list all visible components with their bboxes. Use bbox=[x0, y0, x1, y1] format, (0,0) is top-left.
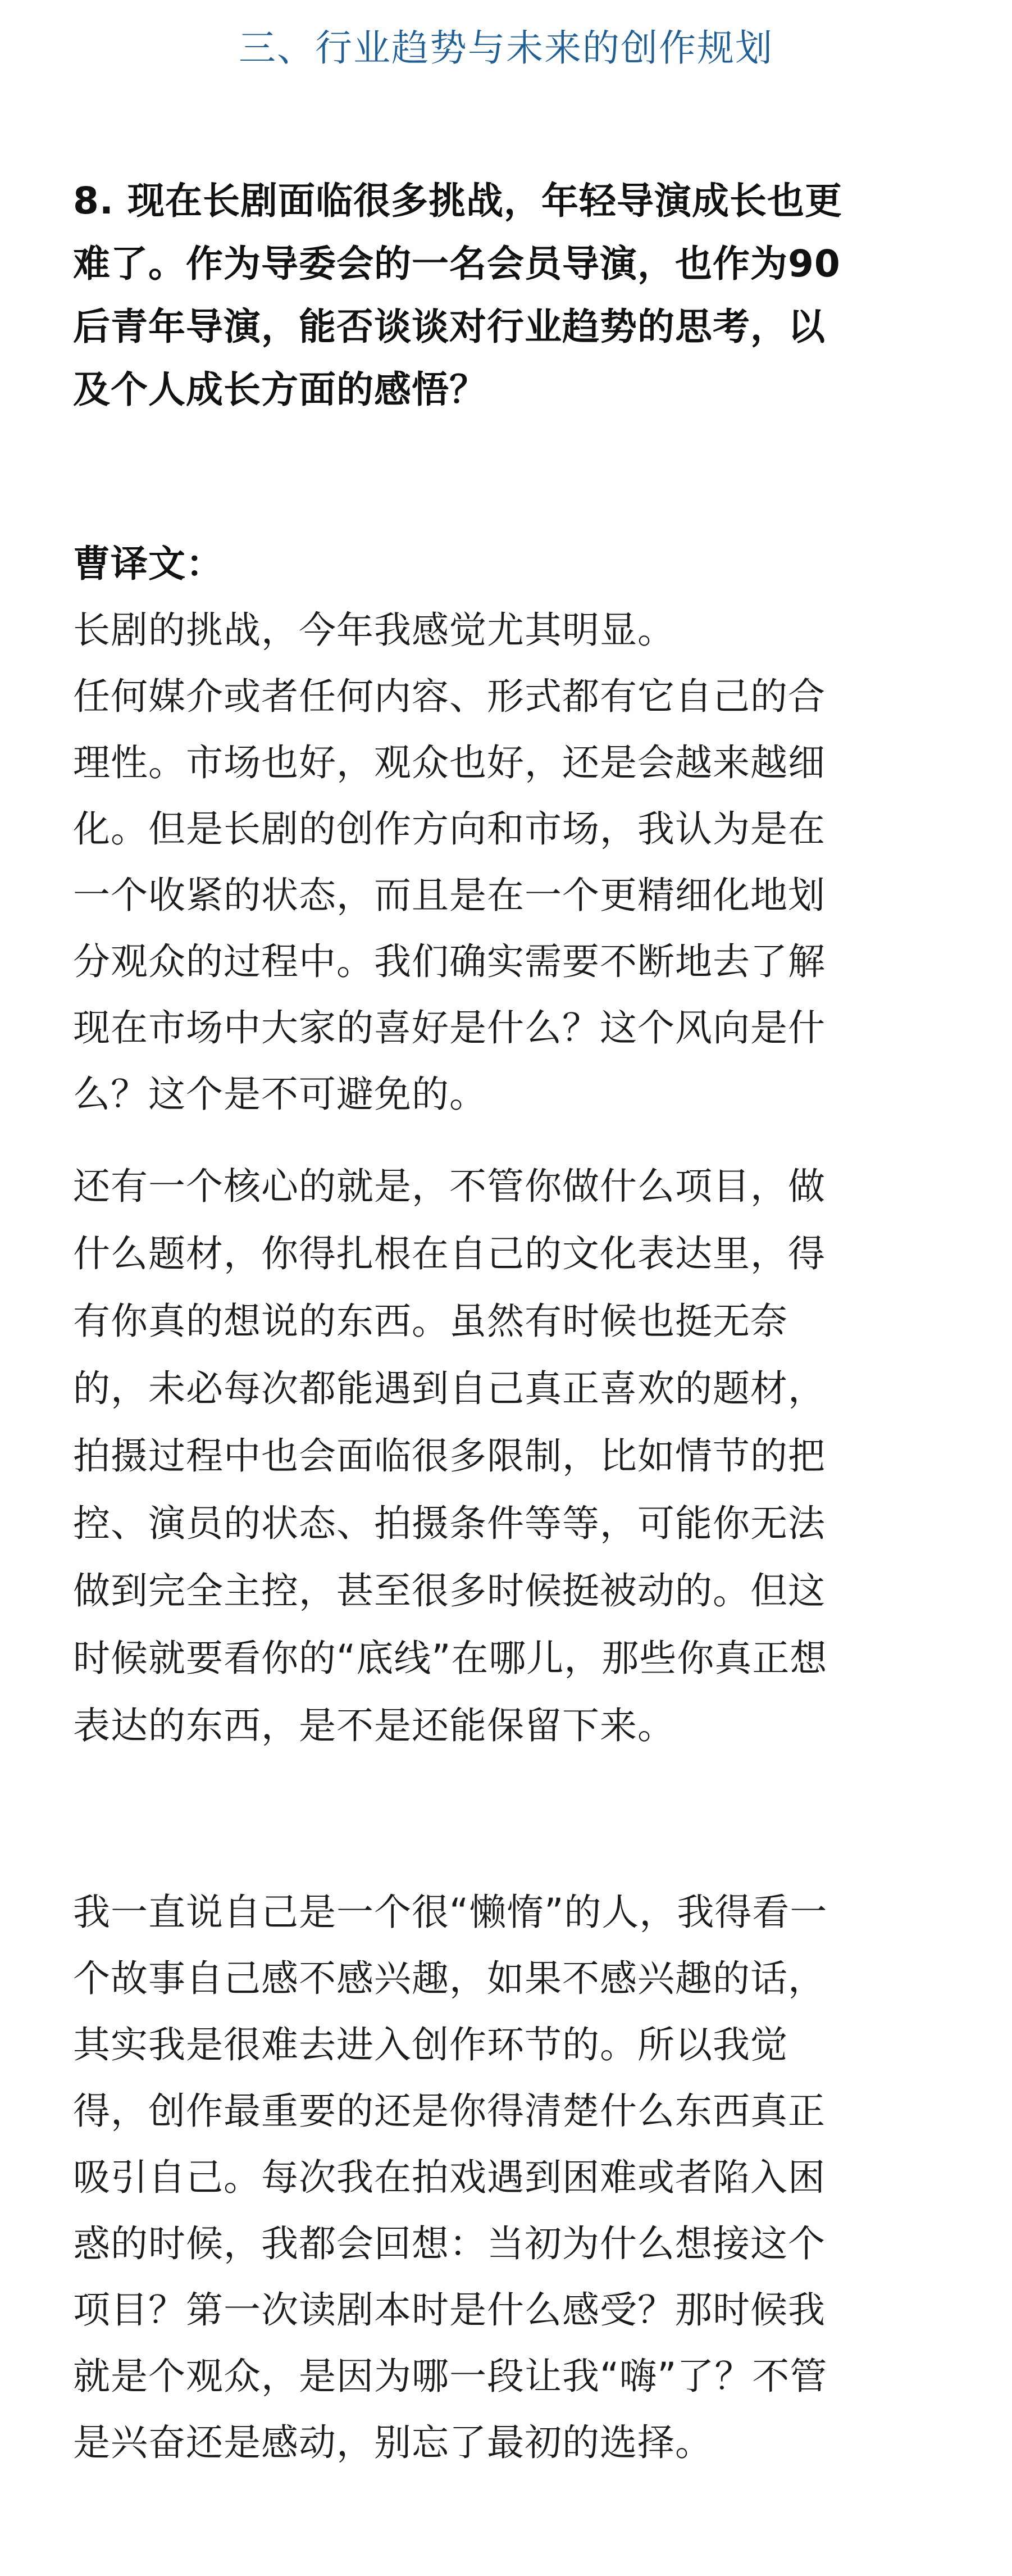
paragraph-3 bbox=[73, 1879, 943, 2476]
answer-line: 现在市场中大家的喜好是什么？这个风向是什 bbox=[73, 1006, 826, 1050]
answer-line: 一个收紧的状态，而且是在一个更精细化地划 bbox=[73, 874, 826, 917]
speaker-name: 曹译文： bbox=[73, 542, 224, 585]
question-line: 及个人成长方面的感悟？ bbox=[73, 368, 487, 411]
question-text bbox=[73, 170, 943, 421]
paragraph-line: 惑的时候，我都会回想：当初为什么想接这个 bbox=[73, 2222, 826, 2265]
answer-line: 任何媒介或者任何内容、形式都有它自己的合 bbox=[73, 675, 826, 718]
paragraph-line: 个故事自己感不感兴趣，如果不感兴趣的话， bbox=[73, 1957, 826, 2000]
paragraph-line: 吸引自己。每次我在拍戏遇到困难或者陷入困 bbox=[73, 2156, 826, 2199]
paragraph-line: 时候就要看你的“底线”在哪儿，那些你真正想 bbox=[73, 1637, 828, 1680]
question-line: 难了。作为导委会的一名会员导演，也作为90 bbox=[73, 242, 841, 285]
paragraph-line: 控、演员的状态、拍摄条件等等，可能你无法 bbox=[73, 1502, 826, 1545]
question-block bbox=[73, 170, 943, 421]
question-line: 8. 现在长剧面临很多挑战，年轻导演成长也更 bbox=[73, 179, 842, 222]
answer-first-line-text: 长剧的挑战，今年我感觉尤其明显。 bbox=[73, 608, 675, 652]
answer-block bbox=[73, 531, 943, 1128]
paragraph-line: 其实我是很难去进入创作环节的。所以我觉 bbox=[73, 2023, 788, 2066]
paragraph-line: 表达的东西，是不是还能保留下来。 bbox=[73, 1704, 675, 1747]
paragraph-line: 什么题材，你得扎根在自己的文化表达里，得 bbox=[73, 1232, 826, 1275]
question-line: 后青年导演，能否谈谈对行业趋势的思考，以 bbox=[73, 305, 826, 348]
paragraph-2 bbox=[73, 1153, 943, 1760]
paragraph-line: 得，创作最重要的还是你得清楚什么东西真正 bbox=[73, 2089, 826, 2133]
answer-first-line bbox=[73, 531, 943, 664]
answer-line: 么？这个是不可避免的。 bbox=[73, 1073, 487, 1116]
paragraph-line: 是兴奋还是感动，别忘了最初的选择。 bbox=[73, 2421, 713, 2464]
paragraph-line: 我一直说自己是一个很“懒惰”的人，我得看一 bbox=[73, 1891, 828, 1934]
paragraph-2-text bbox=[73, 1153, 943, 1760]
paragraph-line: 的，未必每次都能遇到自己真正喜欢的题材， bbox=[73, 1367, 826, 1410]
paragraph-line: 项目？第一次读剧本时是什么感受？那时候我 bbox=[73, 2288, 826, 2332]
paragraph-line: 拍摄过程中也会面临很多限制，比如情节的把 bbox=[73, 1434, 826, 1478]
paragraph-line: 有你真的想说的东西。虽然有时候也挺无奈 bbox=[73, 1300, 788, 1343]
answer-line: 化。但是长剧的创作方向和市场，我认为是在 bbox=[73, 807, 826, 851]
section-title: 三、行业趋势与未来的创作规划 bbox=[239, 26, 773, 70]
answer-line: 理性。市场也好，观众也好，还是会越来越细 bbox=[73, 741, 826, 784]
paragraph-line: 做到完全主控，甚至很多时候挺被动的。但这 bbox=[73, 1569, 826, 1612]
answer-line: 分观众的过程中。我们确实需要不断地去了解 bbox=[73, 940, 826, 983]
paragraph-line: 还有一个核心的就是，不管你做什么项目，做 bbox=[73, 1165, 826, 1208]
paragraph-3-text bbox=[73, 1879, 943, 2476]
paragraph-line: 就是个观众，是因为哪一段让我“嗨”了？不管 bbox=[73, 2355, 828, 2398]
answer-text bbox=[73, 531, 943, 1128]
